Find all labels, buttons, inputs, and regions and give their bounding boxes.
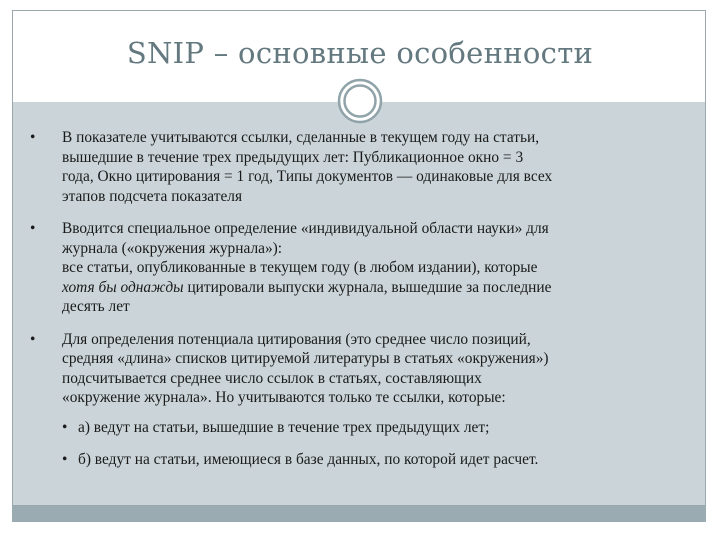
- bullet-item-1: [30, 128, 700, 206]
- bullet-marker: •: [30, 330, 36, 348]
- bullet-line: все статьи, опубликованные в текущем году (в любом издании), которые: [62, 259, 538, 276]
- bullet-text: [62, 330, 700, 408]
- sub-item-text: а) ведут на статьи, вышедшие в течение трех предыдущих лет;: [78, 418, 490, 436]
- bullet-line: Вводится специальное определение «индивидуальной области науки» для: [62, 220, 549, 237]
- bullet-line: журнала («окружения журнала»):: [62, 239, 283, 257]
- circle-ornament-icon: [337, 78, 383, 124]
- bullet-line: года, Окно цитирования = 1 год, Типы документов — одинаковые для всех: [62, 168, 553, 185]
- bullet-marker: •: [30, 129, 36, 146]
- sub-bullet-marker: •: [62, 418, 68, 436]
- bullet-line: Для определения потенциала цитирования (это среднее число позиций,: [62, 330, 531, 348]
- italic-emphasis: хотя бы однажды: [62, 278, 184, 296]
- bullet-line: десять лет: [62, 298, 130, 315]
- bullet-line: средняя «длина» списков цитируемой литературы в статьях «окружения»): [62, 350, 549, 367]
- slide-title: SNIP – основные особенности: [126, 36, 594, 70]
- bullet-line: этапов подсчета показателя: [62, 187, 243, 205]
- sub-list: [62, 418, 700, 470]
- sub-bullet-marker: •: [62, 451, 68, 468]
- bullet-line: вышедшие в течение трех предыдущих лет: Публикационное окно = 3: [62, 148, 524, 166]
- sub-item-a: [62, 418, 700, 438]
- bullet-line: цитировали выпуски журнала, вышедшие за последние: [183, 278, 552, 296]
- bullet-line: «окружение журнала». Но учитываются только те ссылки, которые:: [62, 389, 506, 406]
- bullet-text: [62, 219, 700, 317]
- bullet-line: подсчитывается среднее число ссылок в статьях, составляющих: [62, 369, 482, 387]
- bullet-item-3: [30, 330, 700, 470]
- bullet-text: [62, 128, 700, 206]
- bullet-item-2: [30, 219, 700, 317]
- slide-content: [30, 128, 700, 483]
- sub-item-text: б) ведут на статьи, имеющиеся в базе данных, по которой идет расчет.: [78, 451, 539, 468]
- bullet-line: В показателе учитываются ссылки, сделанные в текущем году на статьи,: [62, 129, 540, 146]
- sub-item-b: [62, 450, 700, 470]
- footer-bar: [12, 506, 706, 522]
- bullet-marker: •: [30, 220, 36, 237]
